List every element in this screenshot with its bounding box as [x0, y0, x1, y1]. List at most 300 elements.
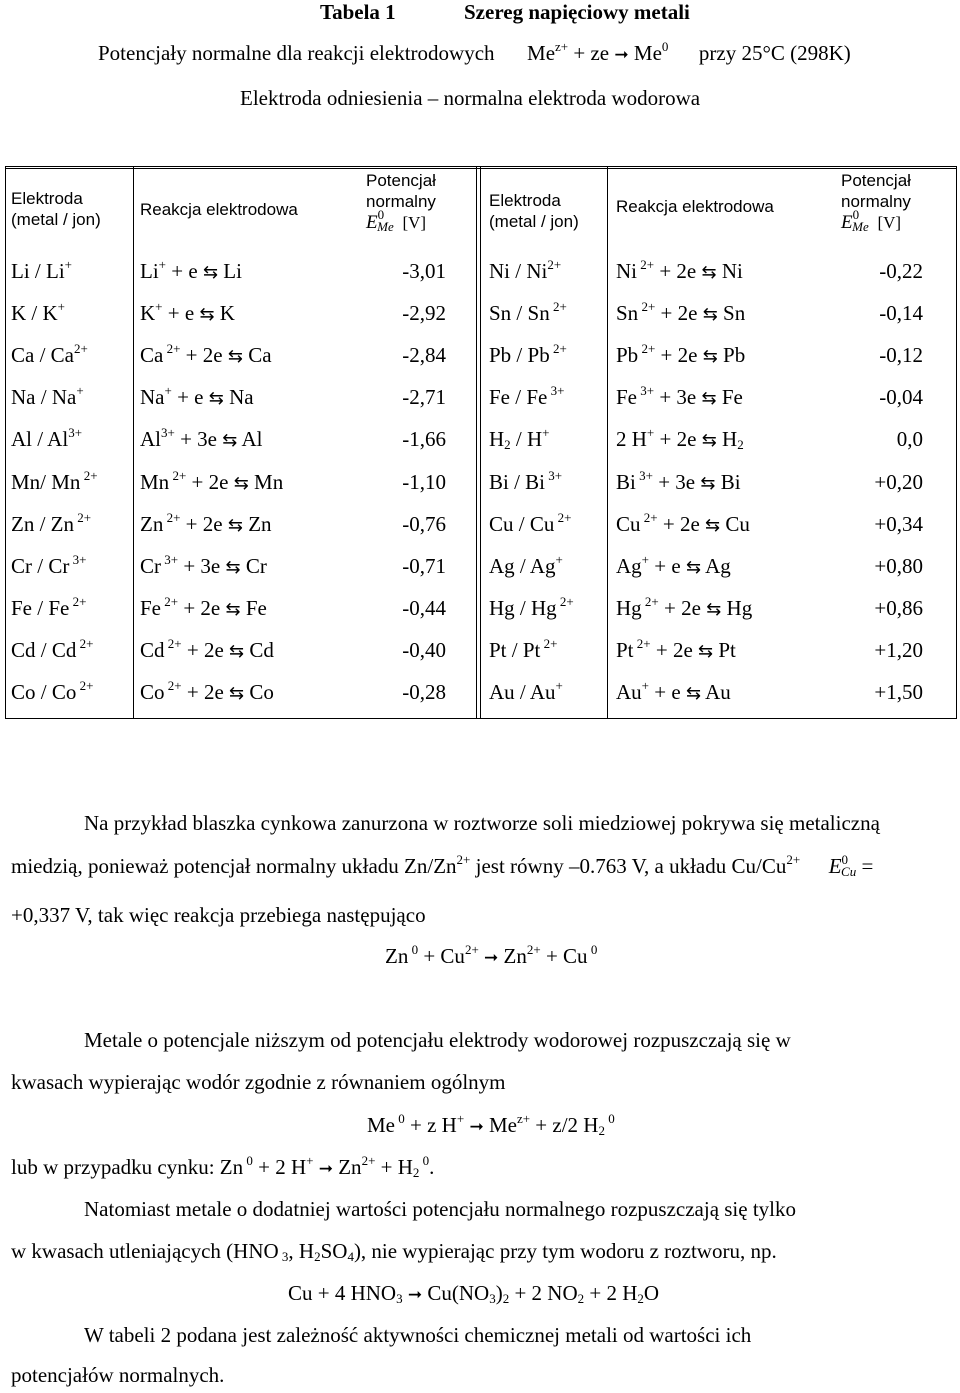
electrode-name: K / K [11, 301, 58, 325]
reaction-metal: Hg [721, 596, 753, 620]
subtitle-mid: + ze [568, 41, 615, 65]
reaction-electrons: + 2e [658, 596, 707, 620]
potential-value: -2,71 [402, 385, 446, 409]
p4-b: , H [288, 1239, 315, 1263]
potential-value: -1,66 [402, 427, 446, 451]
eq3-a: Cu + 4 HNO [288, 1281, 397, 1305]
electrode-cell [489, 301, 567, 325]
reaction-ion: Pt [616, 638, 634, 662]
reaction-cell [140, 596, 267, 622]
electrode-cell [489, 427, 550, 451]
electrode-name: Co / Co [11, 680, 77, 704]
reaction-cell [616, 343, 745, 369]
eq3-c: ) [495, 1281, 503, 1305]
p3-a: lub w przypadku cynku: Zn [11, 1155, 244, 1179]
reaction-cell [616, 427, 744, 453]
reaction-electrons: + 2e [186, 470, 234, 494]
electrode-cell [489, 512, 571, 536]
reaction-charge: 2+ [638, 299, 656, 314]
reaction-charge: 2+ [638, 341, 656, 356]
reaction-ion: Fe [140, 596, 161, 620]
header-potential-line2: normalny [366, 192, 436, 211]
reaction-charge: + [646, 425, 655, 440]
equilibrium-arrow-icon: ⇆ [225, 557, 241, 578]
reaction-metal: Zn [242, 512, 272, 536]
equilibrium-arrow-icon: ⇆ [700, 473, 716, 494]
eq3-e: + 2 H [584, 1281, 638, 1305]
reaction-cell [616, 470, 741, 496]
equilibrium-arrow-icon: ⇆ [685, 557, 702, 578]
eq2-c-sup: z+ [516, 1111, 531, 1126]
p3-b: + 2 H [252, 1155, 307, 1179]
reaction-charge: + [641, 678, 650, 693]
eq3-d-sub: 2 [577, 1291, 585, 1306]
equilibrium-arrow-icon: ⇆ [199, 304, 215, 325]
subtitle-prefix: Potencjały normalne dla reakcji elektrodowych [98, 41, 495, 65]
eq1-d-sup: 0 [587, 942, 598, 957]
reaction-ion: Li [140, 259, 159, 283]
eq1-a: Zn [385, 944, 409, 968]
eq3-b-sub: 3 [489, 1291, 496, 1306]
reaction-charge: 2+ [161, 594, 179, 609]
eq2-c: Me [488, 1113, 517, 1137]
subtitle-me0: Me [633, 41, 662, 65]
reaction-cell [140, 638, 274, 664]
reaction-metal: K [214, 301, 235, 325]
potential-value: -2,84 [402, 343, 446, 367]
reaction-metal: H [716, 427, 738, 451]
electrode-name: Ag / Ag [489, 554, 556, 578]
right-arrow-icon: ➞ [407, 1285, 423, 1305]
potential-value: 0,0 [896, 427, 923, 451]
reaction-electrons: + e [649, 680, 686, 704]
electrode-charge: 2+ [549, 341, 567, 356]
potential-value: +1,20 [874, 638, 923, 662]
electrode-cell [11, 554, 86, 578]
potential-value: -0,28 [402, 680, 446, 704]
col-divider-double [476, 166, 477, 719]
e-symbol: E [841, 212, 853, 233]
electrode-cell [489, 638, 557, 662]
electrode-charge: + [555, 552, 563, 567]
reaction-cell [140, 427, 262, 453]
eq1-b: + Cu [418, 944, 465, 968]
equilibrium-arrow-icon: ⇆ [701, 262, 717, 283]
equilibrium-arrow-icon: ⇆ [701, 388, 717, 409]
reaction-cell [616, 680, 731, 706]
right-arrow-icon: ➞ [318, 1159, 333, 1179]
reaction-electrons: + 2e [180, 512, 228, 536]
potential-value: +0,20 [874, 470, 923, 494]
e-symbol: E [828, 854, 842, 878]
reaction-charge: 2+ [641, 594, 659, 609]
electrode-name: Mn/ Mn [11, 470, 81, 494]
reaction-electrons: + 2e [181, 680, 230, 704]
potential-value: -0,40 [402, 638, 446, 662]
p1-sup: 2+ [456, 852, 471, 867]
eq1-a-sup: 0 [408, 942, 419, 957]
reaction-ion: Ca [140, 343, 164, 367]
electrode-cell [11, 470, 98, 494]
reaction-electrons: + 2e [178, 596, 226, 620]
eq3-f: O [643, 1281, 660, 1305]
electrode-name: Cu / Cu [489, 512, 555, 536]
reaction-metal: Pt [713, 638, 736, 662]
potential-value: -0,44 [402, 596, 446, 620]
reaction-ion: Cd [140, 638, 165, 662]
electrode-cell [489, 385, 564, 409]
electrode-name: Au / Au [489, 680, 556, 704]
reaction-metal: Bi [715, 470, 741, 494]
header-potential-line2: normalny [841, 192, 911, 211]
reaction-electrons: + 3e [652, 470, 701, 494]
reaction-electrons: + 2e [654, 427, 702, 451]
e-symbol: E [366, 212, 378, 233]
header-potential-symbol [366, 207, 436, 234]
unit-label: [V] [877, 213, 902, 232]
electrode-cell [11, 343, 88, 367]
electrode-name: Al / Al [11, 427, 69, 451]
col-divider [607, 166, 608, 719]
header-potential-line1: Potencjał [841, 171, 911, 190]
reaction-metal: Au [701, 680, 731, 704]
potential-value: +0,34 [874, 512, 923, 536]
p4-sub2: 2 [314, 1249, 321, 1264]
reaction-electrons: + 3e [178, 554, 226, 578]
p3-b-sup: + [306, 1153, 314, 1168]
reaction-cell [140, 554, 267, 580]
reaction-electrons: + 2e [655, 343, 703, 367]
reaction-charge: + [164, 383, 172, 398]
table-left-border [5, 166, 6, 719]
paragraph-5-line-1: W tabeli 2 podana jest zależność aktywności chemicznej metali od wartości ich [84, 1323, 752, 1347]
paragraph-5-line-2: potencjałów normalnych. [11, 1363, 225, 1387]
reaction-cell [616, 512, 750, 538]
electrode-name: Bi / Bi [489, 470, 546, 494]
electrode-charge: 2+ [549, 299, 567, 314]
p4-d: ), nie wypierając przy tym wodoru z roztworu, np. [353, 1239, 777, 1263]
reaction-metal-sub: 2 [737, 437, 744, 452]
reaction-electrons: + 2e [657, 512, 706, 536]
reaction-metal: Na [223, 385, 254, 409]
reaction-metal: Sn [717, 301, 746, 325]
reaction-charge: 3+ [161, 552, 179, 567]
right-arrow-icon: ➞ [469, 1117, 484, 1137]
reaction-ion: Hg [616, 596, 642, 620]
electrode-name: Ca / Ca [11, 343, 74, 367]
reaction-electrons: + 2e [650, 638, 699, 662]
reaction-metal: Ni [716, 259, 743, 283]
electrode-name: Cd / Cd [11, 638, 77, 662]
electrode-cell [11, 301, 65, 325]
e-sub: Me [852, 219, 869, 234]
electrode-cell [11, 512, 91, 536]
p3-a-sup: 0 [243, 1153, 253, 1168]
reaction-cell [616, 385, 743, 411]
eq2-d: + z/2 H [530, 1113, 599, 1137]
equilibrium-arrow-icon: ⇆ [698, 641, 714, 662]
p1-sup2: 2+ [786, 852, 801, 867]
p3-c-sup: 2+ [361, 1153, 376, 1168]
reaction-cell [140, 385, 254, 411]
header-electrode-line1: Elektroda [11, 189, 83, 208]
equilibrium-arrow-icon: ⇆ [227, 346, 243, 367]
reaction-ion: Ni [616, 259, 637, 283]
reaction-charge: + [641, 552, 650, 567]
equilibrium-arrow-icon: ⇆ [706, 599, 722, 620]
reaction-charge: 3+ [635, 468, 653, 483]
electrode-charge: + [76, 383, 84, 398]
reaction-metal: Co [244, 680, 274, 704]
reaction-charge: 2+ [633, 636, 651, 651]
reaction-metal: Al [237, 427, 263, 451]
reaction-electrons: + e [649, 554, 686, 578]
reaction-ion: Mn [140, 470, 170, 494]
electrode-cell [489, 680, 563, 704]
paragraph-1-line-2 [11, 853, 873, 879]
reaction-charge: 2+ [163, 510, 181, 525]
table-title-line [0, 0, 960, 28]
electrode-cell [11, 427, 82, 451]
eq1-b-sup: 2+ [464, 942, 479, 957]
paragraph-2-line-1: Metale o potencjale niższym od potencjału elektrody wodorowej rozpuszczają się w [84, 1028, 791, 1052]
paragraph-4-line-1: Natomiast metale o dodatniej wartości potencjału normalnego rozpuszczają się tylko [84, 1197, 797, 1221]
electrode-name: Zn / Zn [11, 512, 74, 536]
header-electrode-line1: Elektroda [489, 191, 561, 210]
reaction-ion: Au [616, 680, 642, 704]
electrode-name: Fe / Fe [11, 596, 70, 620]
reaction-ion: Bi [616, 470, 636, 494]
equilibrium-arrow-icon: ⇆ [701, 430, 717, 451]
equilibrium-arrow-icon: ⇆ [705, 515, 721, 536]
eq2-d-sup: 0 [604, 1111, 615, 1126]
header-potential-right [841, 170, 911, 233]
paragraph-4-line-2 [11, 1238, 777, 1264]
potential-value: -0,12 [879, 343, 923, 367]
equation-1 [385, 943, 597, 971]
reference-electrode-note: Elektroda odniesienia – normalna elektroda wodorowa [240, 86, 701, 110]
subtitle-me: Me [527, 41, 556, 65]
table-top-border [5, 166, 957, 167]
electrode-charge: 2+ [76, 636, 94, 651]
reaction-cell [140, 680, 274, 706]
reaction-metal: Fe [240, 596, 267, 620]
potential-value: -0,76 [402, 512, 446, 536]
reaction-electrons: + 2e [180, 343, 228, 367]
p3-d: + H [375, 1155, 413, 1179]
header-potential-line1: Potencjał [366, 171, 436, 190]
eq3-e-sub: 2 [637, 1291, 644, 1306]
equilibrium-arrow-icon: ⇆ [702, 346, 718, 367]
reaction-charge: 2+ [164, 636, 182, 651]
electrode-name: Pt / Pt [489, 638, 541, 662]
reaction-electrons: + e [162, 301, 200, 325]
reaction-cell [616, 554, 731, 580]
paragraph-1-line-1: Na przykład blaszka cynkowa zanurzona w roztworze soli miedziowej pokrywa się metaliczną [84, 811, 880, 835]
reaction-charge: 3+ [637, 383, 655, 398]
reaction-electrons: + 3e [654, 385, 702, 409]
reaction-electrons: + e [171, 385, 209, 409]
reaction-cell [616, 301, 745, 327]
reaction-ion: Zn [140, 512, 164, 536]
e-sub: Cu [841, 864, 857, 879]
p1-eq: = [856, 854, 874, 878]
electrode-charge: 2+ [74, 341, 88, 356]
eq3-d: + 2 NO [509, 1281, 578, 1305]
reaction-ion: Fe [616, 385, 637, 409]
reaction-cell [140, 343, 272, 369]
equilibrium-arrow-icon: ⇆ [227, 515, 243, 536]
p4-a: w kwasach utleniających (HNO [11, 1239, 279, 1263]
reaction-metal: Pb [717, 343, 746, 367]
header-electrode-right [489, 190, 579, 232]
equilibrium-arrow-icon: ⇆ [702, 304, 718, 325]
electrode-name: Cr / Cr [11, 554, 70, 578]
electrode-sub: 2 [504, 437, 511, 452]
header-electrode [11, 188, 101, 230]
subtitle [98, 41, 851, 66]
electrode-charge: 2+ [540, 636, 558, 651]
electrode-cell [489, 343, 567, 367]
reaction-metal: Ca [242, 343, 272, 367]
potential-value: -0,71 [402, 554, 446, 578]
reaction-charge: 3+ [161, 425, 175, 440]
reaction-cell [140, 259, 242, 285]
electrode-name: Li / Li [11, 259, 65, 283]
electrode-charge: 3+ [69, 552, 87, 567]
p1-text-a: miedzią, ponieważ potencjał normalny układu Zn/Zn [11, 854, 457, 878]
reaction-ion: Na [140, 385, 165, 409]
reaction-ion: Cr [140, 554, 161, 578]
reaction-metal: Cu [720, 512, 750, 536]
paragraph-3 [11, 1154, 434, 1182]
electrode-name: H [489, 427, 505, 451]
table-right-border [956, 166, 957, 719]
equilibrium-arrow-icon: ⇆ [225, 599, 241, 620]
electrode-cell [11, 385, 84, 409]
subtitle-me-sup: z+ [555, 39, 569, 54]
e-sub: Me [377, 219, 394, 234]
equilibrium-arrow-icon: ⇆ [229, 641, 245, 662]
header-potential-symbol [841, 207, 911, 234]
electrode-cell [11, 259, 72, 283]
table-title: Szereg napięciowy metali [464, 0, 690, 24]
reaction-ion: Sn [616, 301, 639, 325]
reaction-charge: 2+ [164, 678, 182, 693]
reaction-electrons: + 2e [655, 301, 703, 325]
electrode-charge: 2+ [74, 510, 92, 525]
electrode-cell [489, 259, 561, 283]
eq3-a-sub: 3 [396, 1291, 403, 1306]
p1-text-b: jest równy –0.763 V, a układu Cu/Cu [470, 854, 787, 878]
header-electrode-line2: (metal / jon) [489, 212, 579, 231]
electrode-charge: + [542, 425, 550, 440]
p3-d-sub: 2 [412, 1165, 420, 1180]
reaction-metal: Li [218, 259, 242, 283]
electrode-cell [489, 596, 574, 620]
potential-value: -0,22 [879, 259, 923, 283]
eq2-a: Me [367, 1113, 395, 1137]
reaction-electrons: + 3e [174, 427, 223, 451]
electrode-name: Fe / Fe [489, 385, 548, 409]
electrode-charge: 2+ [547, 257, 562, 272]
reaction-cell [140, 512, 272, 538]
reaction-charge: 2+ [163, 341, 181, 356]
electrode-cell [11, 638, 93, 662]
reaction-metal: Fe [716, 385, 743, 409]
paragraph-1-line-3: +0,337 V, tak więc reakcja przebiega następująco [11, 903, 426, 927]
electrode-charge: 2+ [556, 594, 574, 609]
equilibrium-arrow-icon: ⇆ [229, 683, 245, 704]
reaction-metal: Cr [240, 554, 267, 578]
eq3-b: Cu(NO [427, 1281, 490, 1305]
eq2-b: + z H [404, 1113, 457, 1137]
electrode-tail: / H [510, 427, 543, 451]
header-reaction: Reakcja elektrodowa [140, 200, 298, 219]
potential-value: -1,10 [402, 470, 446, 494]
potential-value: +0,86 [874, 596, 923, 620]
subtitle-conditions: przy 25°C (298K) [698, 41, 851, 65]
potential-value: -0,14 [879, 301, 923, 325]
paragraph-2-line-2: kwasach wypierając wodór zgodnie z równaniem ogólnym [11, 1070, 506, 1094]
potential-value: -0,04 [879, 385, 923, 409]
right-arrow-icon: ➞ [614, 45, 629, 65]
reaction-ion: Ag [616, 554, 642, 578]
right-arrow-icon: ➞ [484, 948, 499, 968]
electrode-name: Sn / Sn [489, 301, 550, 325]
reaction-charge: + [155, 299, 163, 314]
reaction-electrons: + 2e [181, 638, 230, 662]
electrode-name: Na / Na [11, 385, 77, 409]
potential-value: -2,92 [402, 301, 446, 325]
potential-value: -3,01 [402, 259, 446, 283]
equilibrium-arrow-icon: ⇆ [222, 430, 238, 451]
e-sup: 0 [377, 207, 385, 222]
reaction-cell [616, 638, 736, 664]
electrode-name: Ni / Ni [489, 259, 548, 283]
e-sup: 0 [852, 207, 860, 222]
reaction-ion: 2 H [616, 427, 647, 451]
reaction-metal: Cd [244, 638, 274, 662]
eq2-a-sup: 0 [395, 1111, 405, 1126]
electrode-charge: + [64, 257, 73, 272]
reaction-charge: + [158, 257, 167, 272]
p3-e: . [429, 1155, 435, 1179]
subtitle-me0-sup: 0 [661, 39, 669, 54]
reaction-ion: Al [140, 427, 161, 451]
eq2-d-sub: 2 [598, 1123, 605, 1138]
electrode-name: Pb / Pb [489, 343, 550, 367]
electrode-charge: 2+ [80, 468, 98, 483]
electrode-charge: 3+ [545, 468, 563, 483]
eq3-c-sub: 2 [502, 1291, 510, 1306]
electrode-charge: + [555, 678, 563, 693]
reaction-cell [616, 259, 743, 285]
header-electrode-line2: (metal / jon) [11, 210, 101, 229]
electrode-cell [11, 680, 93, 704]
reaction-electrons: + e [166, 259, 203, 283]
reaction-metal: Mn [248, 470, 284, 494]
p3-c: Zn [338, 1155, 362, 1179]
electrode-charge: 3+ [68, 425, 83, 440]
reaction-ion: K [140, 301, 156, 325]
p4-sub1: 3 [278, 1249, 289, 1264]
electrode-charge: 3+ [547, 383, 565, 398]
electrode-charge: 2+ [69, 594, 87, 609]
equilibrium-arrow-icon: ⇆ [208, 388, 224, 409]
unit-label: [V] [402, 213, 427, 232]
eq1-c-sup: 2+ [526, 942, 541, 957]
